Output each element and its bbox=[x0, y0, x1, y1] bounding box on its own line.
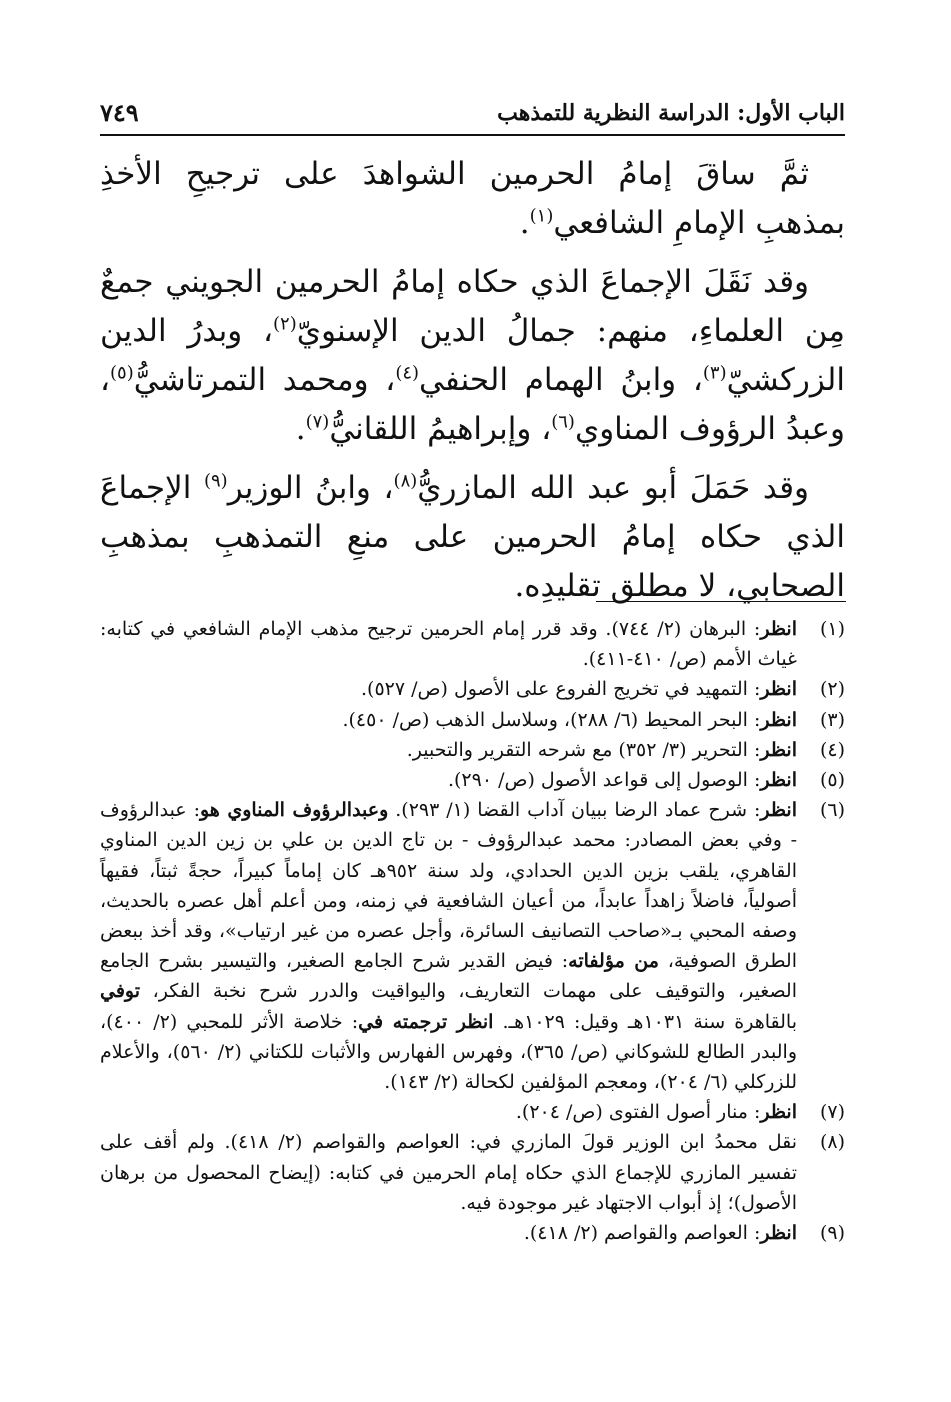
footnote-text: : منار أصول الفتوى (ص/ ٢٠٤). bbox=[515, 1101, 761, 1124]
paragraph-text: ، وابنُ الهمام الحنفي bbox=[419, 362, 703, 398]
paragraph bbox=[100, 464, 845, 611]
footnote-ref[interactable]: (٣) bbox=[702, 362, 727, 384]
footnote-keyword: انظر bbox=[760, 1101, 797, 1124]
footnote-number: (٦) bbox=[819, 799, 845, 822]
footnote-ref[interactable]: (٢) bbox=[273, 313, 297, 335]
footnote bbox=[100, 795, 845, 1097]
paragraph-text: ، وابنُ الوزير bbox=[227, 470, 394, 506]
footnote bbox=[100, 705, 845, 735]
footnote-number: (٥) bbox=[819, 769, 845, 792]
footnote-text: : فيض القدير شرح الجامع الصغير، والتيسير بشرح الجامع الصغير، والتوقيف على مهمات التعاريف، واليواقيت والدرر شرح نخبة الفكر، bbox=[100, 950, 797, 1003]
footnotes bbox=[100, 614, 845, 1248]
footnote-keyword: انظر bbox=[760, 738, 797, 761]
footnote-text: : عبدالرؤوف - وفي بعض المصادر: محمد عبدالرؤوف - بن تاج الدين بن علي بن زين الدين المناوي القاهري، يلقب بزين الدين الحدادي، ولد سنة ٩٥٢هـ كان إماماً كبيراً، حجةً ثبتاً، فقيهاً أصولياً، فاضلاً زاهداً عابداً، من أعيان الشافعية في زمنه، ومن أعلم أهل عصره بالحديث، وصفه المحبي بـ«صاحب التصانيف السائرة، وأجل عصره من غير ارتياب»، وقد أخذ ببعض الطرق الصوفية، bbox=[100, 799, 797, 973]
footnote-ref[interactable]: (٤) bbox=[395, 362, 420, 384]
footnote-text: : الوصول إلى قواعد الأصول (ص/ ٢٩٠). bbox=[447, 769, 761, 792]
footnote-number: (٤) bbox=[819, 738, 845, 761]
footnote-number: (٨) bbox=[819, 1131, 845, 1154]
footnote-number: (٢) bbox=[819, 678, 845, 701]
footnote-keyword: انظر ترجمته في bbox=[358, 1010, 494, 1033]
footnote-ref[interactable]: (٨) bbox=[393, 470, 418, 492]
running-header bbox=[100, 98, 845, 138]
footnote-text: بالقاهرة سنة ١٠٣١هـ وقيل: ١٠٢٩هـ. bbox=[493, 1010, 797, 1033]
footnote-number: (٧) bbox=[819, 1101, 845, 1124]
footnote-ref[interactable]: (٦) bbox=[551, 411, 575, 433]
footnote-keyword: انظر bbox=[760, 708, 797, 731]
footnote bbox=[100, 674, 845, 704]
paragraph-text: الإجماعَ الذي حكاه إمامُ الحرمين على منعِ التمذهبِ بمذهبِ الصحابي، لا مطلق تقليدِه. bbox=[100, 470, 845, 604]
paragraph-text: وقد نَقَلَ الإجماعَ الذي حكاه إمامُ الحرمين الجويني جمعٌ مِن العلماءِ، منهم: جمالُ الدين الإسنويّ bbox=[100, 264, 845, 349]
footnote-text: نقل محمدُ ابن الوزير قولَ المازري في: العواصم والقواصم (٢/ ٤١٨). ولم أقف على تفسير المازري للإجماع الذي حكاه إمام الحرمين في كتابه: (إيضاح المحصول من برهان الأصول)؛ إذ أبواب الاجتهاد غير موجودة فيه. bbox=[100, 1131, 797, 1214]
footnote-keyword: انظر bbox=[760, 1222, 797, 1245]
paragraph-text: . bbox=[519, 205, 530, 241]
footnote bbox=[100, 735, 845, 765]
footnote bbox=[100, 765, 845, 795]
footnote-keyword: وعبدالرؤوف المناوي هو bbox=[199, 799, 389, 822]
footnote-text: : العواصم والقواصم (٢/ ٤١٨). bbox=[523, 1222, 761, 1245]
page-number: ٧٤٩ bbox=[100, 98, 139, 127]
footnote-ref[interactable]: (٧) bbox=[305, 411, 330, 433]
chapter-title: الباب الأول: الدراسة النظرية للتمذهب bbox=[497, 100, 845, 126]
paragraph-text: ، وبدرُ الدين الزركشيّ bbox=[100, 313, 845, 398]
footnote-text: : البرهان (٢/ ٧٤٤). وقد قرر إمام الحرمين ترجيح مذهب الإمام الشافعي في كتابه: غياث الأمم (ص/ ٤١٠-٤١١). bbox=[100, 618, 797, 671]
paragraph-text: ، وإبراهيمُ اللقانيُّ bbox=[329, 411, 552, 447]
footnote-keyword: انظر bbox=[760, 618, 797, 640]
footnote bbox=[100, 1097, 845, 1127]
footnote-text: : التمهيد في تخريج الفروع على الأصول (ص/ ٥٢٧). bbox=[361, 678, 761, 701]
footnote-text: : التحرير (٣/ ٣٥٢) مع شرحه التقرير والتحبير. bbox=[406, 738, 761, 761]
footnote-text: : البحر المحيط (٦/ ٢٨٨)، وسلاسل الذهب (ص/ ٤٥٠). bbox=[342, 708, 761, 731]
paragraph bbox=[100, 150, 845, 248]
footnote-keyword: من مؤلفاته bbox=[568, 950, 659, 973]
footnote bbox=[100, 614, 845, 674]
footnote-keyword: انظر bbox=[760, 769, 797, 792]
footnote-number: (١) bbox=[819, 618, 845, 640]
paragraph-text: . bbox=[295, 411, 306, 447]
paragraph-text: وقد حَمَلَ أبو عبد الله المازريُّ bbox=[417, 470, 809, 506]
footnote-ref[interactable]: (١) bbox=[529, 205, 554, 227]
footnote-keyword: انظر bbox=[760, 799, 797, 822]
footnote-number: (٣) bbox=[819, 708, 845, 731]
footnote-separator bbox=[596, 601, 846, 602]
footnote-number: (٩) bbox=[819, 1222, 845, 1245]
footnote-text: : شرح عماد الرضا ببيان آداب القضا (١/ ٢٩٣). bbox=[388, 799, 761, 822]
footnote-ref[interactable]: (٥) bbox=[110, 362, 134, 384]
paragraph-text: ، وعبدُ الرؤوف المناوي bbox=[100, 362, 845, 447]
footnote-ref[interactable]: (٩) bbox=[203, 470, 228, 492]
footnote-keyword: توفي bbox=[100, 980, 141, 1003]
footnote-keyword: انظر bbox=[760, 678, 797, 701]
footnote bbox=[100, 1127, 845, 1218]
footnote bbox=[100, 1218, 845, 1248]
header-rule bbox=[100, 134, 845, 136]
footnote-text: : خلاصة الأثر للمحبي (٢/ ٤٠٠)، والبدر الطالع للشوكاني (ص/ ٣٦٥)، وفهرس الفهارس والأثبات للكتاني (٢/ ٥٦٠)، والأعلام للزركلي (٦/ ٢٠٤)، ومعجم المؤلفين لكحالة (٢/ ١٤٣). bbox=[100, 1010, 797, 1094]
paragraph bbox=[100, 258, 845, 454]
main-text bbox=[100, 150, 845, 621]
paragraph-text: ثمَّ ساقَ إمامُ الحرمين الشواهدَ على ترجيحِ الأخذِ بمذهبِ الإمامِ الشافعي bbox=[100, 156, 845, 241]
paragraph-text: ، ومحمد التمرتاشيُّ bbox=[133, 362, 396, 398]
